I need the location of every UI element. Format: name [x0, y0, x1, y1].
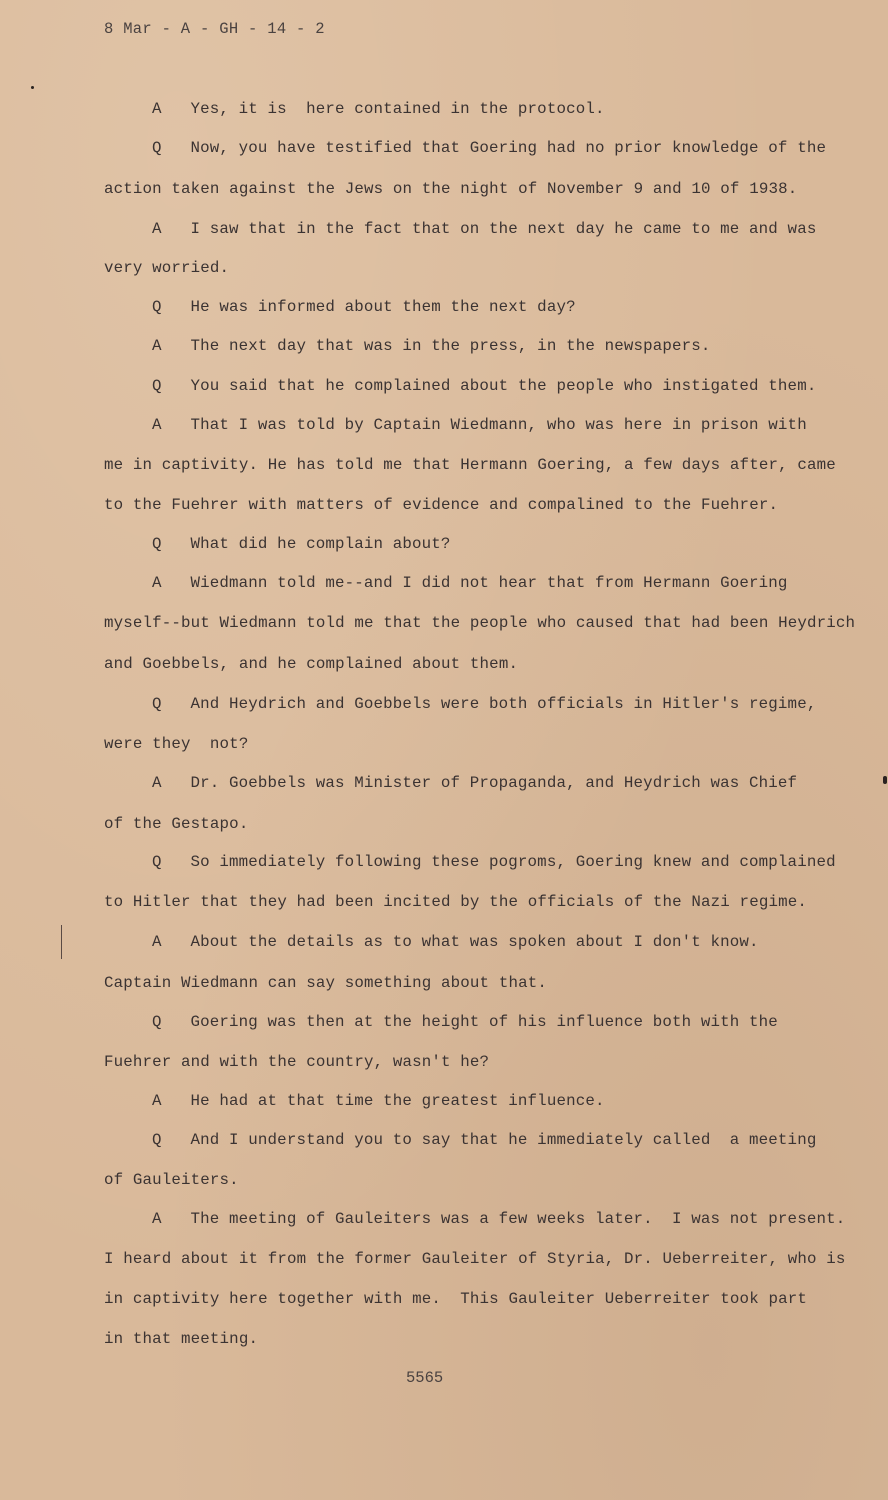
text-line: A Dr. Goebbels was Minister of Propaganda, and Heydrich was Chief: [152, 774, 798, 792]
text-line: Q Goering was then at the height of his influence both with the: [152, 1013, 778, 1031]
text-line: action taken against the Jews on the night of November 9 and 10 of 1938.: [104, 180, 798, 198]
text-line: me in captivity. He has told me that Hermann Goering, a few days after, came: [104, 456, 836, 474]
text-line: A The meeting of Gauleiters was a few weeks later. I was not present.: [152, 1210, 846, 1228]
text-line: myself--but Wiedmann told me that the people who caused that had been Heydrich: [104, 614, 856, 632]
text-line: Q And Heydrich and Goebbels were both officials in Hitler's regime,: [152, 695, 817, 713]
text-line: Q So immediately following these pogroms, Goering knew and complained: [152, 853, 836, 871]
text-line: A The next day that was in the press, in the newspapers.: [152, 337, 711, 355]
text-line: of the Gestapo.: [104, 815, 249, 833]
text-line: Q And I understand you to say that he immediately called a meeting: [152, 1131, 817, 1149]
page-header: 8 Mar - A - GH - 14 - 2: [104, 20, 325, 38]
paper-speck: [31, 86, 34, 89]
text-line: Captain Wiedmann can say something about that.: [104, 974, 547, 992]
text-line: of Gauleiters.: [104, 1171, 239, 1189]
text-line: in that meeting.: [104, 1330, 259, 1348]
page-number: 5565: [406, 1369, 444, 1387]
text-line: to Hitler that they had been incited by the officials of the Nazi regime.: [104, 893, 807, 911]
text-line: in captivity here together with me. This Gauleiter Ueberreiter took part: [104, 1290, 807, 1308]
text-line: Q Now, you have testified that Goering had no prior knowledge of the: [152, 139, 827, 157]
text-line: and Goebbels, and he complained about them.: [104, 655, 519, 673]
text-line: I heard about it from the former Gauleiter of Styria, Dr. Ueberreiter, who is: [104, 1250, 846, 1268]
paper-speck: [61, 925, 62, 959]
text-line: A Wiedmann told me--and I did not hear that from Hermann Goering: [152, 574, 788, 592]
paper-speck: [883, 776, 887, 784]
text-line: A He had at that time the greatest influence.: [152, 1092, 605, 1110]
text-line: Q He was informed about them the next day?: [152, 298, 576, 316]
text-line: A That I was told by Captain Wiedmann, who was here in prison with: [152, 416, 807, 434]
text-line: A About the details as to what was spoken about I don't know.: [152, 933, 759, 951]
text-line: very worried.: [104, 259, 230, 277]
text-line: A I saw that in the fact that on the next day he came to me and was: [152, 220, 817, 238]
text-line: Fuehrer and with the country, wasn't he?: [104, 1053, 490, 1071]
text-line: Q What did he complain about?: [152, 535, 451, 553]
text-line: Q You said that he complained about the people who instigated them.: [152, 377, 817, 395]
text-line: A Yes, it is here contained in the protocol.: [152, 100, 605, 118]
text-line: were they not?: [104, 735, 249, 753]
text-line: to the Fuehrer with matters of evidence and compalined to the Fuehrer.: [104, 496, 779, 514]
